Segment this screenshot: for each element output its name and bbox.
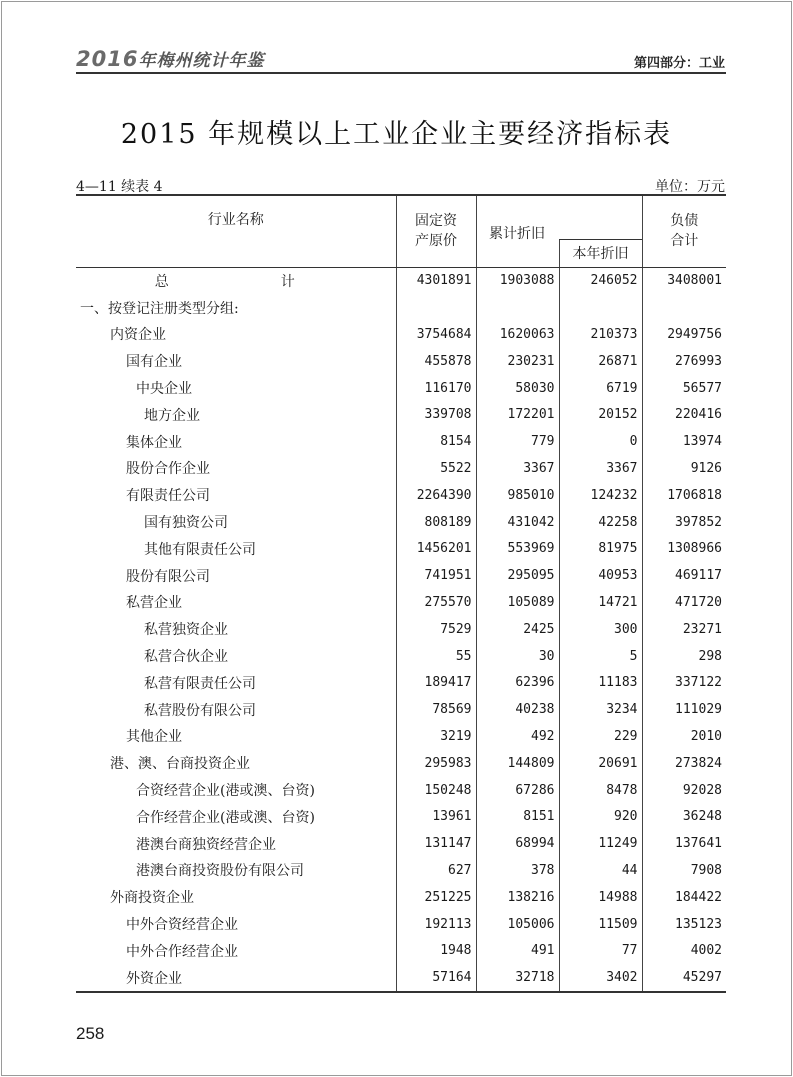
cell-year-depr: 8478	[559, 777, 642, 804]
row-label: 合作经营企业(港或澳、台资)	[136, 809, 315, 826]
cell-fixed-assets: 4301891	[396, 267, 476, 294]
row-label: 其他有限责任公司	[144, 541, 256, 558]
row-label: 股份合作企业	[126, 461, 210, 478]
row-label: 私营合伙企业	[144, 649, 228, 666]
row-label: 国有独资公司	[144, 515, 228, 532]
cell-liabilities: 298	[642, 643, 726, 670]
cell-year-depr: 3234	[559, 696, 642, 723]
table-row	[76, 696, 726, 723]
row-label: 中外合资经营企业	[126, 917, 238, 934]
cell-fixed-assets: 13961	[396, 803, 476, 830]
cell-accum-depr: 492	[476, 723, 559, 750]
cell-year-depr: 11249	[559, 830, 642, 857]
cell-liabilities: 13974	[642, 428, 726, 455]
table-row	[76, 750, 726, 777]
cell-accum-depr: 3367	[476, 455, 559, 482]
cell-year-depr: 11183	[559, 669, 642, 696]
table-row	[76, 777, 726, 804]
cell-accum-depr: 30	[476, 643, 559, 670]
cell-liabilities: 337122	[642, 669, 726, 696]
col-depreciation: 累计折旧	[476, 195, 642, 239]
cell-liabilities: 92028	[642, 777, 726, 804]
cell-accum-depr: 985010	[476, 482, 559, 509]
col-accum-depr-sub	[476, 239, 559, 267]
row-label: 有限责任公司	[126, 488, 210, 505]
cell-liabilities: 9126	[642, 455, 726, 482]
cell-liabilities: 471720	[642, 589, 726, 616]
cell-year-depr: 14988	[559, 884, 642, 911]
row-label: 股份有限公司	[126, 568, 210, 585]
cell-accum-depr: 378	[476, 857, 559, 884]
cell-year-depr: 3402	[559, 964, 642, 992]
cell-accum-depr: 105006	[476, 911, 559, 938]
table-row	[76, 294, 726, 321]
table-row	[76, 589, 726, 616]
table-row	[76, 884, 726, 911]
cell-accum-depr: 553969	[476, 535, 559, 562]
col-fixed-assets: 固定资 产原价	[396, 195, 476, 267]
table-row	[76, 509, 726, 536]
cell-liabilities: 2949756	[642, 321, 726, 348]
cell-fixed-assets: 189417	[396, 669, 476, 696]
cell-year-depr: 6719	[559, 375, 642, 402]
cell-fixed-assets: 1456201	[396, 535, 476, 562]
cell-accum-depr: 68994	[476, 830, 559, 857]
cell-accum-depr: 2425	[476, 616, 559, 643]
cell-liabilities: 4002	[642, 937, 726, 964]
cell-year-depr: 3367	[559, 455, 642, 482]
row-label: 港、澳、台商投资企业	[110, 756, 250, 773]
cell-liabilities: 273824	[642, 750, 726, 777]
cell-liabilities: 137641	[642, 830, 726, 857]
cell-year-depr: 77	[559, 937, 642, 964]
table-row	[76, 562, 726, 589]
table-row	[76, 401, 726, 428]
row-label: 外资企业	[76, 964, 396, 992]
row-label: 中外合作经营企业	[126, 943, 238, 960]
cell-accum-depr: 779	[476, 428, 559, 455]
cell-year-depr: 229	[559, 723, 642, 750]
col-liabilities: 负债 合计	[642, 195, 726, 267]
cell-year-depr: 0	[559, 428, 642, 455]
running-header-section: 第四部分：工业	[633, 56, 725, 71]
cell-fixed-assets: 251225	[396, 884, 476, 911]
row-label: 私营企业	[126, 595, 182, 612]
cell-accum-depr: 67286	[476, 777, 559, 804]
table-row	[76, 321, 726, 348]
table-row	[76, 375, 726, 402]
cell-accum-depr: 144809	[476, 750, 559, 777]
header-rule	[76, 72, 726, 74]
table-row	[76, 830, 726, 857]
row-label: 合资经营企业(港或澳、台资)	[136, 783, 315, 800]
cell-liabilities: 220416	[642, 401, 726, 428]
cell-fixed-assets: 57164	[396, 964, 476, 992]
cell-accum-depr: 62396	[476, 669, 559, 696]
row-label: 港澳台商投资股份有限公司	[136, 863, 304, 880]
cell-fixed-assets	[396, 294, 476, 321]
header-year: 2016	[76, 47, 139, 71]
cell-liabilities: 7908	[642, 857, 726, 884]
row-label: 国有企业	[126, 354, 182, 371]
cell-year-depr: 44	[559, 857, 642, 884]
table-row	[76, 535, 726, 562]
cell-fixed-assets: 808189	[396, 509, 476, 536]
cell-year-depr: 26871	[559, 348, 642, 375]
cell-fixed-assets: 78569	[396, 696, 476, 723]
table-header	[76, 195, 726, 267]
row-label: 总 计	[154, 273, 323, 290]
cell-year-depr: 124232	[559, 482, 642, 509]
cell-accum-depr: 1620063	[476, 321, 559, 348]
cell-liabilities: 36248	[642, 803, 726, 830]
cell-liabilities: 2010	[642, 723, 726, 750]
cell-accum-depr: 491	[476, 937, 559, 964]
cell-accum-depr: 431042	[476, 509, 559, 536]
table-row	[76, 937, 726, 964]
table-row	[76, 803, 726, 830]
row-label: 一、按登记注册类型分组:	[80, 300, 239, 317]
cell-fixed-assets: 3754684	[396, 321, 476, 348]
cell-liabilities: 276993	[642, 348, 726, 375]
row-label: 其他企业	[126, 729, 182, 746]
cell-liabilities: 45297	[642, 964, 726, 992]
col-year-depr: 本年折旧	[559, 239, 642, 267]
cell-accum-depr	[476, 294, 559, 321]
cell-fixed-assets: 339708	[396, 401, 476, 428]
row-label: 外商投资企业	[110, 890, 194, 907]
row-label: 集体企业	[126, 434, 182, 451]
table-row	[76, 455, 726, 482]
cell-accum-depr: 8151	[476, 803, 559, 830]
cell-liabilities: 469117	[642, 562, 726, 589]
cell-accum-depr: 138216	[476, 884, 559, 911]
cell-year-depr: 81975	[559, 535, 642, 562]
cell-fixed-assets: 8154	[396, 428, 476, 455]
page-number: 258	[76, 1024, 105, 1043]
cell-fixed-assets: 295983	[396, 750, 476, 777]
cell-accum-depr: 172201	[476, 401, 559, 428]
cell-liabilities: 1706818	[642, 482, 726, 509]
cell-fixed-assets: 55	[396, 643, 476, 670]
cell-year-depr: 246052	[559, 267, 642, 294]
cell-year-depr: 42258	[559, 509, 642, 536]
cell-year-depr: 5	[559, 643, 642, 670]
row-label: 内资企业	[110, 327, 166, 344]
table-row	[76, 911, 726, 938]
cell-fixed-assets: 455878	[396, 348, 476, 375]
table-row	[76, 348, 726, 375]
cell-accum-depr: 1903088	[476, 267, 559, 294]
cell-accum-depr: 105089	[476, 589, 559, 616]
cell-fixed-assets: 1948	[396, 937, 476, 964]
table-row	[76, 616, 726, 643]
cell-fixed-assets: 150248	[396, 777, 476, 804]
table-body	[76, 267, 726, 992]
cell-year-depr: 20691	[559, 750, 642, 777]
page-title: 2015 年规模以上工业企业主要经济指标表	[120, 119, 673, 150]
row-label: 中央企业	[136, 381, 192, 398]
cell-fixed-assets: 192113	[396, 911, 476, 938]
row-label: 私营独资企业	[144, 622, 228, 639]
header-book-name: 年梅州统计年鉴	[138, 51, 265, 71]
table-row	[76, 964, 726, 992]
cell-liabilities: 1308966	[642, 535, 726, 562]
cell-liabilities: 3408001	[642, 267, 726, 294]
cell-fixed-assets: 741951	[396, 562, 476, 589]
cell-accum-depr: 40238	[476, 696, 559, 723]
row-label: 私营有限责任公司	[144, 675, 256, 692]
cell-accum-depr: 295095	[476, 562, 559, 589]
cell-accum-depr: 58030	[476, 375, 559, 402]
cell-liabilities: 56577	[642, 375, 726, 402]
cell-year-depr: 210373	[559, 321, 642, 348]
table-row	[76, 482, 726, 509]
cell-year-depr	[559, 294, 642, 321]
cell-fixed-assets: 7529	[396, 616, 476, 643]
cell-accum-depr: 230231	[476, 348, 559, 375]
cell-liabilities: 111029	[642, 696, 726, 723]
row-label: 私营股份有限公司	[144, 702, 256, 719]
cell-fixed-assets: 131147	[396, 830, 476, 857]
indicator-table	[76, 194, 726, 993]
cell-liabilities: 184422	[642, 884, 726, 911]
cell-fixed-assets: 275570	[396, 589, 476, 616]
cell-accum-depr: 32718	[476, 964, 559, 992]
col-industry-name: 行业名称	[76, 195, 396, 267]
cell-year-depr: 11509	[559, 911, 642, 938]
table-row	[76, 857, 726, 884]
cell-year-depr: 920	[559, 803, 642, 830]
cell-liabilities	[642, 294, 726, 321]
cell-liabilities: 23271	[642, 616, 726, 643]
row-label: 地方企业	[144, 407, 200, 424]
unit-label: 单位：万元	[655, 179, 725, 195]
running-header-book-title	[76, 46, 264, 71]
cell-year-depr: 40953	[559, 562, 642, 589]
cell-liabilities: 397852	[642, 509, 726, 536]
cell-fixed-assets: 116170	[396, 375, 476, 402]
cell-liabilities: 135123	[642, 911, 726, 938]
cell-fixed-assets: 5522	[396, 455, 476, 482]
cell-year-depr: 14721	[559, 589, 642, 616]
cell-year-depr: 20152	[559, 401, 642, 428]
cell-fixed-assets: 3219	[396, 723, 476, 750]
table-row	[76, 267, 726, 294]
table-row	[76, 428, 726, 455]
table-row	[76, 643, 726, 670]
cell-fixed-assets: 2264390	[396, 482, 476, 509]
cell-fixed-assets: 627	[396, 857, 476, 884]
table-row	[76, 723, 726, 750]
table-row	[76, 669, 726, 696]
table-code: 4—11 续表 4	[76, 179, 163, 195]
row-label: 港澳台商独资经营企业	[136, 836, 276, 853]
cell-year-depr: 300	[559, 616, 642, 643]
